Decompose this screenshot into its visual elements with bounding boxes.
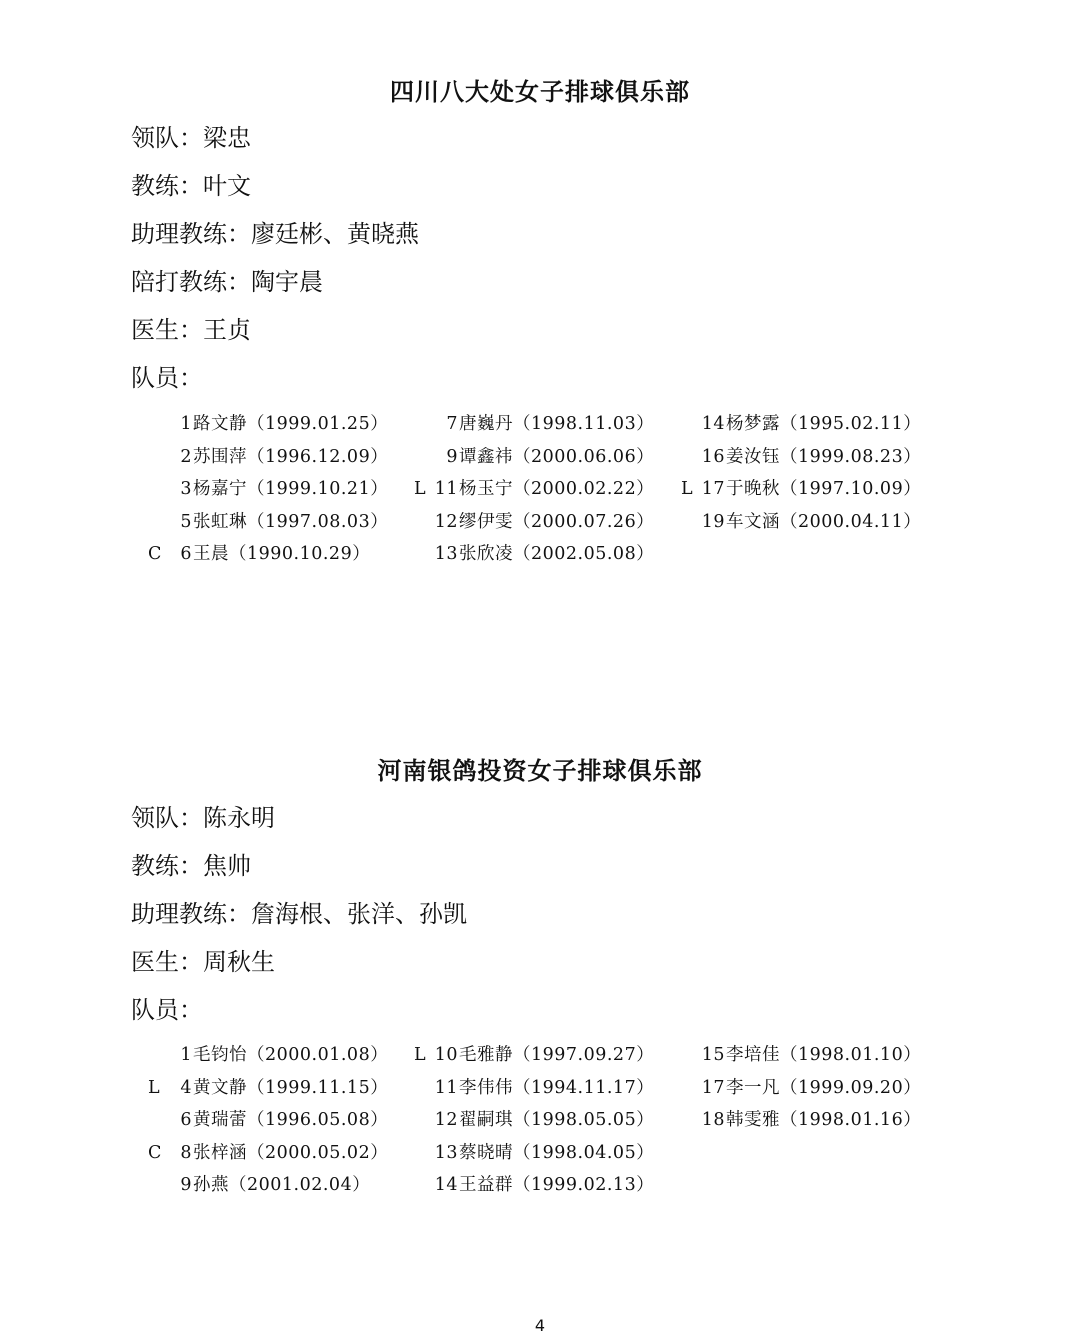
player-number: 10 xyxy=(434,1045,458,1065)
player-birthdate: （2002.05.08） xyxy=(513,544,655,564)
staff-value: 焦帅 xyxy=(203,852,251,880)
player-entry xyxy=(681,1074,921,1099)
player-number: 6 xyxy=(180,544,192,564)
player-entry xyxy=(148,475,388,500)
staff-value: 陈永明 xyxy=(203,804,275,832)
player-birthdate: （1999.08.23） xyxy=(780,446,922,467)
player-name: 孙燕 xyxy=(193,1175,229,1195)
player-name: 车文涵 xyxy=(726,511,780,532)
player-entry xyxy=(414,475,654,500)
player-number: 1 xyxy=(180,1045,192,1065)
player-entry xyxy=(681,443,921,468)
player-number: 7 xyxy=(446,414,458,434)
staff-label: 陪打教练： xyxy=(131,268,251,296)
player-name: 杨嘉宁 xyxy=(193,479,247,499)
staff-coach xyxy=(131,166,251,201)
player-entry xyxy=(414,443,654,468)
player-birthdate: （2000.02.22） xyxy=(513,479,655,499)
player-birthdate: （1997.08.03） xyxy=(247,511,389,532)
team-title: 四川八大处女子排球俱乐部 xyxy=(390,78,690,106)
player-birthdate: （2000.05.02） xyxy=(247,1142,389,1163)
staff-doctor xyxy=(131,942,275,977)
player-birthdate: （2001.02.04） xyxy=(229,1175,371,1195)
player-name: 王益群 xyxy=(459,1175,513,1195)
player-birthdate: （1997.09.27） xyxy=(513,1045,655,1065)
player-entry xyxy=(414,1139,654,1164)
player-number: 11 xyxy=(434,1077,458,1098)
player-role-tag: L xyxy=(414,1045,427,1065)
player-name: 姜汝钰 xyxy=(726,446,780,467)
player-birthdate: （1999.11.15） xyxy=(247,1077,389,1098)
staff-players-heading xyxy=(131,358,203,393)
player-entry xyxy=(681,410,921,435)
player-number: 3 xyxy=(180,479,192,499)
player-number: 11 xyxy=(434,479,458,499)
staff-leader xyxy=(131,118,251,153)
staff-label: 医生： xyxy=(131,948,203,976)
player-number: 5 xyxy=(180,511,192,532)
player-entry xyxy=(681,1106,921,1131)
player-number: 13 xyxy=(434,544,458,564)
player-number: 9 xyxy=(446,446,458,467)
player-birthdate: （1995.02.11） xyxy=(780,414,922,434)
player-name: 张虹琳 xyxy=(193,511,247,532)
player-number: 16 xyxy=(701,446,725,467)
player-number: 9 xyxy=(180,1175,192,1195)
player-name: 李伟伟 xyxy=(459,1077,513,1098)
player-name: 韩雯雅 xyxy=(726,1110,780,1130)
player-birthdate: （1996.12.09） xyxy=(247,446,389,467)
player-number: 15 xyxy=(701,1045,725,1065)
player-birthdate: （2000.01.08） xyxy=(247,1045,389,1065)
player-entry xyxy=(148,1106,388,1131)
staff-assistant-coach xyxy=(131,894,467,929)
player-name: 缪伊雯 xyxy=(459,511,513,532)
player-name: 路文静 xyxy=(193,414,247,434)
player-role-tag: C xyxy=(148,544,162,564)
player-number: 2 xyxy=(180,446,192,467)
player-entry xyxy=(414,1106,654,1131)
staff-label: 助理教练： xyxy=(131,220,251,248)
player-name: 翟嗣琪 xyxy=(459,1110,513,1130)
staff-assistant-coach xyxy=(131,214,419,249)
staff-value: 叶文 xyxy=(203,172,251,200)
player-name: 黄瑞蕾 xyxy=(193,1110,247,1130)
player-number: 8 xyxy=(180,1142,192,1163)
player-name: 毛钧怡 xyxy=(193,1045,247,1065)
player-number: 6 xyxy=(180,1110,192,1130)
player-name: 王晨 xyxy=(193,544,229,564)
team-title: 河南银鸽投资女子排球俱乐部 xyxy=(377,757,703,785)
player-birthdate: （1999.01.25） xyxy=(247,414,389,434)
player-number: 18 xyxy=(701,1110,725,1130)
player-entry xyxy=(148,1074,388,1099)
player-name: 李一凡 xyxy=(726,1077,780,1098)
player-entry xyxy=(148,1171,370,1196)
page-number: 4 xyxy=(534,1316,546,1335)
player-entry xyxy=(681,1041,921,1066)
staff-label: 队员： xyxy=(131,364,203,392)
staff-label: 教练： xyxy=(131,852,203,880)
player-number: 14 xyxy=(434,1175,458,1195)
player-name: 杨梦露 xyxy=(726,414,780,434)
player-number: 17 xyxy=(701,1077,725,1098)
player-entry xyxy=(414,1171,654,1196)
player-entry xyxy=(148,508,388,533)
player-entry xyxy=(148,443,388,468)
staff-players-heading xyxy=(131,990,203,1025)
staff-label: 队员： xyxy=(131,996,203,1024)
player-name: 李培佳 xyxy=(726,1045,780,1065)
staff-practice-coach xyxy=(131,262,323,297)
staff-label: 医生： xyxy=(131,316,203,344)
player-entry xyxy=(148,1041,388,1066)
player-name: 毛雅静 xyxy=(459,1045,513,1065)
player-number: 19 xyxy=(701,511,725,532)
player-entry xyxy=(148,540,370,565)
player-number: 12 xyxy=(434,511,458,532)
player-name: 黄文静 xyxy=(193,1077,247,1098)
player-birthdate: （1996.05.08） xyxy=(247,1110,389,1130)
staff-doctor xyxy=(131,310,251,345)
player-birthdate: （1999.02.13） xyxy=(513,1175,655,1195)
staff-label: 领队： xyxy=(131,804,203,832)
player-entry xyxy=(681,508,921,533)
player-birthdate: （1997.10.09） xyxy=(780,479,922,499)
player-entry xyxy=(414,1041,654,1066)
player-role-tag: L xyxy=(414,479,427,499)
player-birthdate: （1998.04.05） xyxy=(513,1142,655,1163)
player-birthdate: （2000.07.26） xyxy=(513,511,655,532)
player-number: 13 xyxy=(434,1142,458,1163)
player-role-tag: C xyxy=(148,1142,162,1163)
player-name: 张欣凌 xyxy=(459,544,513,564)
player-birthdate: （1999.09.20） xyxy=(780,1077,922,1098)
staff-value: 周秋生 xyxy=(203,948,275,976)
player-number: 12 xyxy=(434,1110,458,1130)
staff-label: 教练： xyxy=(131,172,203,200)
staff-value: 王贞 xyxy=(203,316,251,344)
player-number: 17 xyxy=(701,479,725,499)
player-name: 张梓涵 xyxy=(193,1142,247,1163)
player-number: 14 xyxy=(701,414,725,434)
player-name: 唐巍丹 xyxy=(459,414,513,434)
staff-label: 助理教练： xyxy=(131,900,251,928)
player-birthdate: （2000.04.11） xyxy=(780,511,922,532)
player-birthdate: （1994.11.17） xyxy=(513,1077,655,1098)
player-entry xyxy=(414,540,654,565)
player-birthdate: （2000.06.06） xyxy=(513,446,655,467)
player-entry xyxy=(148,410,388,435)
player-role-tag: L xyxy=(148,1077,161,1098)
player-birthdate: （1998.11.03） xyxy=(513,414,655,434)
player-number: 1 xyxy=(180,414,192,434)
staff-value: 詹海根、张洋、孙凯 xyxy=(251,900,467,928)
staff-leader xyxy=(131,798,275,833)
player-birthdate: （1999.10.21） xyxy=(247,479,389,499)
staff-coach xyxy=(131,846,251,881)
player-name: 于晚秋 xyxy=(726,479,780,499)
player-birthdate: （1998.01.16） xyxy=(780,1110,922,1130)
player-birthdate: （1998.05.05） xyxy=(513,1110,655,1130)
player-name: 苏围萍 xyxy=(193,446,247,467)
player-entry xyxy=(414,508,654,533)
player-entry xyxy=(148,1139,388,1164)
staff-value: 梁忠 xyxy=(203,124,251,152)
player-entry xyxy=(681,475,921,500)
player-name: 杨玉宁 xyxy=(459,479,513,499)
player-name: 谭鑫祎 xyxy=(459,446,513,467)
player-birthdate: （1990.10.29） xyxy=(229,544,371,564)
staff-value: 廖廷彬、黄晓燕 xyxy=(251,220,419,248)
staff-value: 陶宇晨 xyxy=(251,268,323,296)
player-entry xyxy=(414,1074,654,1099)
player-entry xyxy=(414,410,654,435)
player-name: 蔡晓晴 xyxy=(459,1142,513,1163)
player-birthdate: （1998.01.10） xyxy=(780,1045,922,1065)
staff-label: 领队： xyxy=(131,124,203,152)
player-number: 4 xyxy=(180,1077,192,1098)
player-role-tag: L xyxy=(681,479,694,499)
